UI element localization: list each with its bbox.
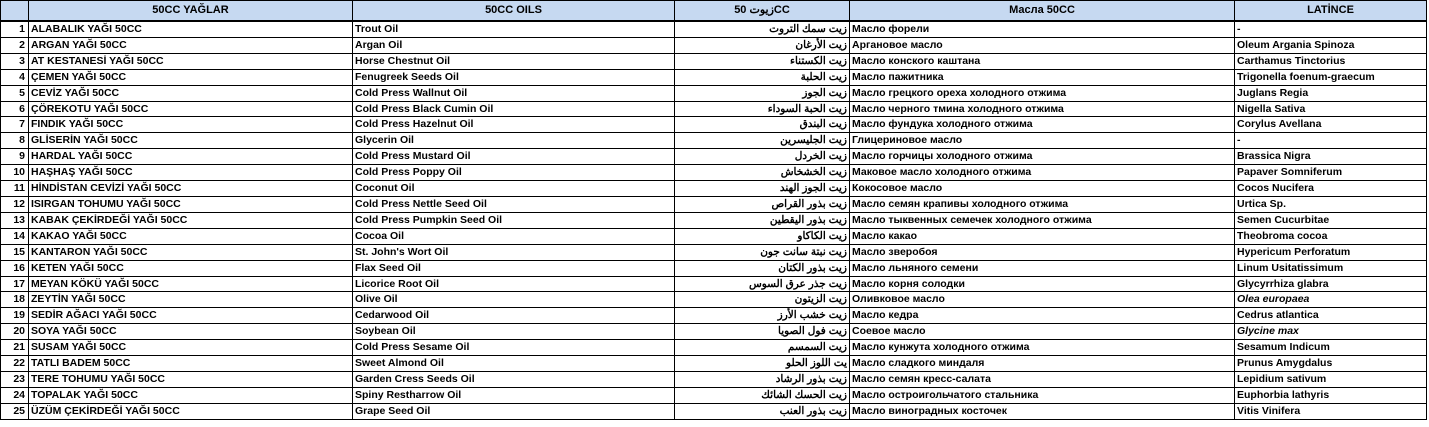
table-row	[1, 244, 1427, 260]
row-number: 3	[1, 53, 29, 69]
turkish-name-cell: ÇEMEN YAĞI 50CC	[29, 69, 353, 85]
table-row	[1, 371, 1427, 387]
table-row	[1, 340, 1427, 356]
russian-name-cell: Масло зверобоя	[850, 244, 1235, 260]
latin-name-cell: Hypericum Perforatum	[1235, 244, 1427, 260]
english-name-cell: Sweet Almond Oil	[353, 356, 675, 372]
row-number: 14	[1, 228, 29, 244]
arabic-name-cell: زيت الكستناء	[675, 53, 850, 69]
latin-name-cell: Juglans Regia	[1235, 85, 1427, 101]
arabic-name-cell: زيت السمسم	[675, 340, 850, 356]
latin-name-cell: Corylus Avellana	[1235, 117, 1427, 133]
turkish-name-cell: MEYAN KÖKÜ YAĞI 50CC	[29, 276, 353, 292]
latin-name-cell: Glycyrrhiza glabra	[1235, 276, 1427, 292]
table-row	[1, 181, 1427, 197]
turkish-name-cell: HAŞHAŞ YAĞI 50CC	[29, 165, 353, 181]
russian-name-cell: Оливковое масло	[850, 292, 1235, 308]
russian-name-cell: Масло сладкого миндаля	[850, 356, 1235, 372]
table-row	[1, 149, 1427, 165]
turkish-name-cell: SUSAM YAĞI 50CC	[29, 340, 353, 356]
latin-name-cell: Vitis Vinifera	[1235, 403, 1427, 419]
latin-name-cell: Lepidium sativum	[1235, 371, 1427, 387]
arabic-name-cell: زيت الجوز	[675, 85, 850, 101]
turkish-name-cell: ISIRGAN TOHUMU YAĞI 50CC	[29, 196, 353, 212]
english-name-cell: Soybean Oil	[353, 324, 675, 340]
table-row	[1, 212, 1427, 228]
turkish-name-cell: HARDAL YAĞI 50CC	[29, 149, 353, 165]
turkish-name-cell: KAKAO YAĞI 50CC	[29, 228, 353, 244]
latin-name-cell: Urtica Sp.	[1235, 196, 1427, 212]
arabic-name-cell: يت اللوز الحلو	[675, 356, 850, 372]
table-row	[1, 387, 1427, 403]
row-number: 4	[1, 69, 29, 85]
arabic-name-cell: زيت البندق	[675, 117, 850, 133]
header-latin: LATİNCE	[1235, 1, 1427, 22]
turkish-name-cell: ÜZÜM ÇEKİRDEĞİ YAĞI 50CC	[29, 403, 353, 419]
english-name-cell: Argan Oil	[353, 37, 675, 53]
latin-name-cell: Euphorbia lathyris	[1235, 387, 1427, 403]
arabic-name-cell: زيت الزيتون	[675, 292, 850, 308]
english-name-cell: Spiny Restharrow Oil	[353, 387, 675, 403]
russian-name-cell: Масло льняного семени	[850, 260, 1235, 276]
russian-name-cell: Масло остроигольчатого стальника	[850, 387, 1235, 403]
english-name-cell: Cold Press Poppy Oil	[353, 165, 675, 181]
table-row	[1, 37, 1427, 53]
english-name-cell: Cocoa Oil	[353, 228, 675, 244]
arabic-name-cell: زيت بذور العنب	[675, 403, 850, 419]
row-number: 7	[1, 117, 29, 133]
russian-name-cell: Соевое масло	[850, 324, 1235, 340]
english-name-cell: Fenugreek Seeds Oil	[353, 69, 675, 85]
turkish-name-cell: ARGAN YAĞI 50CC	[29, 37, 353, 53]
arabic-name-cell: زيت بذور القراص	[675, 196, 850, 212]
table-row	[1, 165, 1427, 181]
latin-name-cell: Glycine max	[1235, 324, 1427, 340]
row-number: 24	[1, 387, 29, 403]
header-russian: Масла 50CC	[850, 1, 1235, 22]
table-row	[1, 85, 1427, 101]
row-number: 19	[1, 308, 29, 324]
english-name-cell: Cold Press Mustard Oil	[353, 149, 675, 165]
russian-name-cell: Масло семян крапивы холодного отжима	[850, 196, 1235, 212]
english-name-cell: Cold Press Nettle Seed Oil	[353, 196, 675, 212]
turkish-name-cell: ÇÖREKOTU YAĞI 50CC	[29, 101, 353, 117]
turkish-name-cell: SEDİR AĞACI YAĞI 50CC	[29, 308, 353, 324]
latin-name-cell: Semen Cucurbitae	[1235, 212, 1427, 228]
arabic-name-cell: زيت بذور الكتان	[675, 260, 850, 276]
header-number	[1, 1, 29, 22]
russian-name-cell: Масло кунжута холодного отжима	[850, 340, 1235, 356]
russian-name-cell: Маковое масло холодного отжима	[850, 165, 1235, 181]
english-name-cell: Cold Press Pumpkin Seed Oil	[353, 212, 675, 228]
arabic-name-cell: زيت الكاكاو	[675, 228, 850, 244]
row-number: 5	[1, 85, 29, 101]
row-number: 8	[1, 133, 29, 149]
russian-name-cell: Масло конского каштана	[850, 53, 1235, 69]
latin-name-cell: Papaver Somniferum	[1235, 165, 1427, 181]
english-name-cell: Cold Press Hazelnut Oil	[353, 117, 675, 133]
table-row	[1, 260, 1427, 276]
english-name-cell: Flax Seed Oil	[353, 260, 675, 276]
row-number: 9	[1, 149, 29, 165]
russian-name-cell: Масло какао	[850, 228, 1235, 244]
english-name-cell: Trout Oil	[353, 21, 675, 37]
english-name-cell: Horse Chestnut Oil	[353, 53, 675, 69]
arabic-name-cell: زيت الحسك الشائك	[675, 387, 850, 403]
table-row	[1, 117, 1427, 133]
row-number: 22	[1, 356, 29, 372]
arabic-name-cell: زيت بذور الرشاد	[675, 371, 850, 387]
row-number: 18	[1, 292, 29, 308]
russian-name-cell: Масло фундука холодного отжима	[850, 117, 1235, 133]
latin-name-cell: Carthamus Tinctorius	[1235, 53, 1427, 69]
table-row	[1, 21, 1427, 37]
latin-name-cell: -	[1235, 133, 1427, 149]
turkish-name-cell: AT KESTANESİ YAĞI 50CC	[29, 53, 353, 69]
english-name-cell: Cedarwood Oil	[353, 308, 675, 324]
russian-name-cell: Кокосовое масло	[850, 181, 1235, 197]
russian-name-cell: Масло грецкого ореха холодного отжима	[850, 85, 1235, 101]
turkish-name-cell: TATLI BADEM 50CC	[29, 356, 353, 372]
table-row	[1, 292, 1427, 308]
latin-name-cell: Brassica Nigra	[1235, 149, 1427, 165]
turkish-name-cell: HİNDİSTAN CEVİZİ YAĞI 50CC	[29, 181, 353, 197]
table-row	[1, 101, 1427, 117]
turkish-name-cell: TOPALAK YAĞI 50CC	[29, 387, 353, 403]
table-row	[1, 53, 1427, 69]
row-number: 21	[1, 340, 29, 356]
english-name-cell: St. John's Wort Oil	[353, 244, 675, 260]
english-name-cell: Cold Press Black Cumin Oil	[353, 101, 675, 117]
arabic-name-cell: زيت سمك التروت	[675, 21, 850, 37]
russian-name-cell: Масло кедра	[850, 308, 1235, 324]
turkish-name-cell: KANTARON YAĞI 50CC	[29, 244, 353, 260]
russian-name-cell: Масло горчицы холодного отжима	[850, 149, 1235, 165]
row-number: 16	[1, 260, 29, 276]
table-row	[1, 228, 1427, 244]
header-arabic: زيوت 50CC	[675, 1, 850, 22]
table-row	[1, 196, 1427, 212]
russian-name-cell: Масло семян кресс-салата	[850, 371, 1235, 387]
russian-name-cell: Масло черного тмина холодного отжима	[850, 101, 1235, 117]
latin-name-cell: Sesamum Indicum	[1235, 340, 1427, 356]
arabic-name-cell: زيت فول الصويا	[675, 324, 850, 340]
table-row	[1, 356, 1427, 372]
turkish-name-cell: ZEYTİN YAĞI 50CC	[29, 292, 353, 308]
arabic-name-cell: زيت الجليسرين	[675, 133, 850, 149]
russian-name-cell: Глицериновое масло	[850, 133, 1235, 149]
row-number: 20	[1, 324, 29, 340]
header-english: 50CC OILS	[353, 1, 675, 22]
turkish-name-cell: GLİSERİN YAĞI 50CC	[29, 133, 353, 149]
row-number: 17	[1, 276, 29, 292]
arabic-name-cell: زيت بذور اليقطين	[675, 212, 850, 228]
turkish-name-cell: ALABALIK YAĞI 50CC	[29, 21, 353, 37]
russian-name-cell: Масло корня солодки	[850, 276, 1235, 292]
russian-name-cell: Масло форели	[850, 21, 1235, 37]
arabic-name-cell: زيت نبتة سانت جون	[675, 244, 850, 260]
row-number: 10	[1, 165, 29, 181]
latin-name-cell: Cedrus atlantica	[1235, 308, 1427, 324]
russian-name-cell: Масло пажитника	[850, 69, 1235, 85]
russian-name-cell: Масло тыквенных семечек холодного отжима	[850, 212, 1235, 228]
latin-name-cell: Theobroma cocoa	[1235, 228, 1427, 244]
latin-name-cell: Cocos Nucifera	[1235, 181, 1427, 197]
row-number: 11	[1, 181, 29, 197]
row-number: 2	[1, 37, 29, 53]
table-row	[1, 133, 1427, 149]
arabic-name-cell: زيت خشب الأرز	[675, 308, 850, 324]
row-number: 12	[1, 196, 29, 212]
latin-name-cell: -	[1235, 21, 1427, 37]
table-row	[1, 324, 1427, 340]
turkish-name-cell: TERE TOHUMU YAĞI 50CC	[29, 371, 353, 387]
english-name-cell: Grape Seed Oil	[353, 403, 675, 419]
table-row	[1, 403, 1427, 419]
row-number: 1	[1, 21, 29, 37]
arabic-name-cell: زيت جذر عرق السوس	[675, 276, 850, 292]
arabic-name-cell: زيت الحلبة	[675, 69, 850, 85]
english-name-cell: Cold Press Wallnut Oil	[353, 85, 675, 101]
turkish-name-cell: KABAK ÇEKİRDEĞİ YAĞI 50CC	[29, 212, 353, 228]
english-name-cell: Cold Press Sesame Oil	[353, 340, 675, 356]
turkish-name-cell: SOYA YAĞI 50CC	[29, 324, 353, 340]
table-row	[1, 69, 1427, 85]
turkish-name-cell: KETEN YAĞI 50CC	[29, 260, 353, 276]
latin-name-cell: Oleum Argania Spinoza	[1235, 37, 1427, 53]
table-row	[1, 308, 1427, 324]
table-header	[1, 1, 1427, 22]
arabic-name-cell: زيت الجوز الهند	[675, 181, 850, 197]
english-name-cell: Licorice Root Oil	[353, 276, 675, 292]
row-number: 23	[1, 371, 29, 387]
row-number: 13	[1, 212, 29, 228]
latin-name-cell: Linum Usitatissimum	[1235, 260, 1427, 276]
english-name-cell: Olive Oil	[353, 292, 675, 308]
turkish-name-cell: FINDIK YAĞI 50CC	[29, 117, 353, 133]
turkish-name-cell: CEVİZ YAĞI 50CC	[29, 85, 353, 101]
latin-name-cell: Trigonella foenum-graecum	[1235, 69, 1427, 85]
russian-name-cell: Масло виноградных косточек	[850, 403, 1235, 419]
latin-name-cell: Prunus Amygdalus	[1235, 356, 1427, 372]
latin-name-cell: Olea europaea	[1235, 292, 1427, 308]
russian-name-cell: Аргановое масло	[850, 37, 1235, 53]
arabic-name-cell: زيت الخردل	[675, 149, 850, 165]
latin-name-cell: Nigella Sativa	[1235, 101, 1427, 117]
row-number: 15	[1, 244, 29, 260]
arabic-name-cell: زيت الخشخاش	[675, 165, 850, 181]
english-name-cell: Glycerin Oil	[353, 133, 675, 149]
table-row	[1, 276, 1427, 292]
table-body	[1, 21, 1427, 419]
arabic-name-cell: زيت الحبة السوداء	[675, 101, 850, 117]
header-turkish: 50CC YAĞLAR	[29, 1, 353, 22]
english-name-cell: Garden Cress Seeds Oil	[353, 371, 675, 387]
english-name-cell: Coconut Oil	[353, 181, 675, 197]
row-number: 6	[1, 101, 29, 117]
header-row	[1, 1, 1427, 22]
row-number: 25	[1, 403, 29, 419]
arabic-name-cell: زيت الأرغان	[675, 37, 850, 53]
